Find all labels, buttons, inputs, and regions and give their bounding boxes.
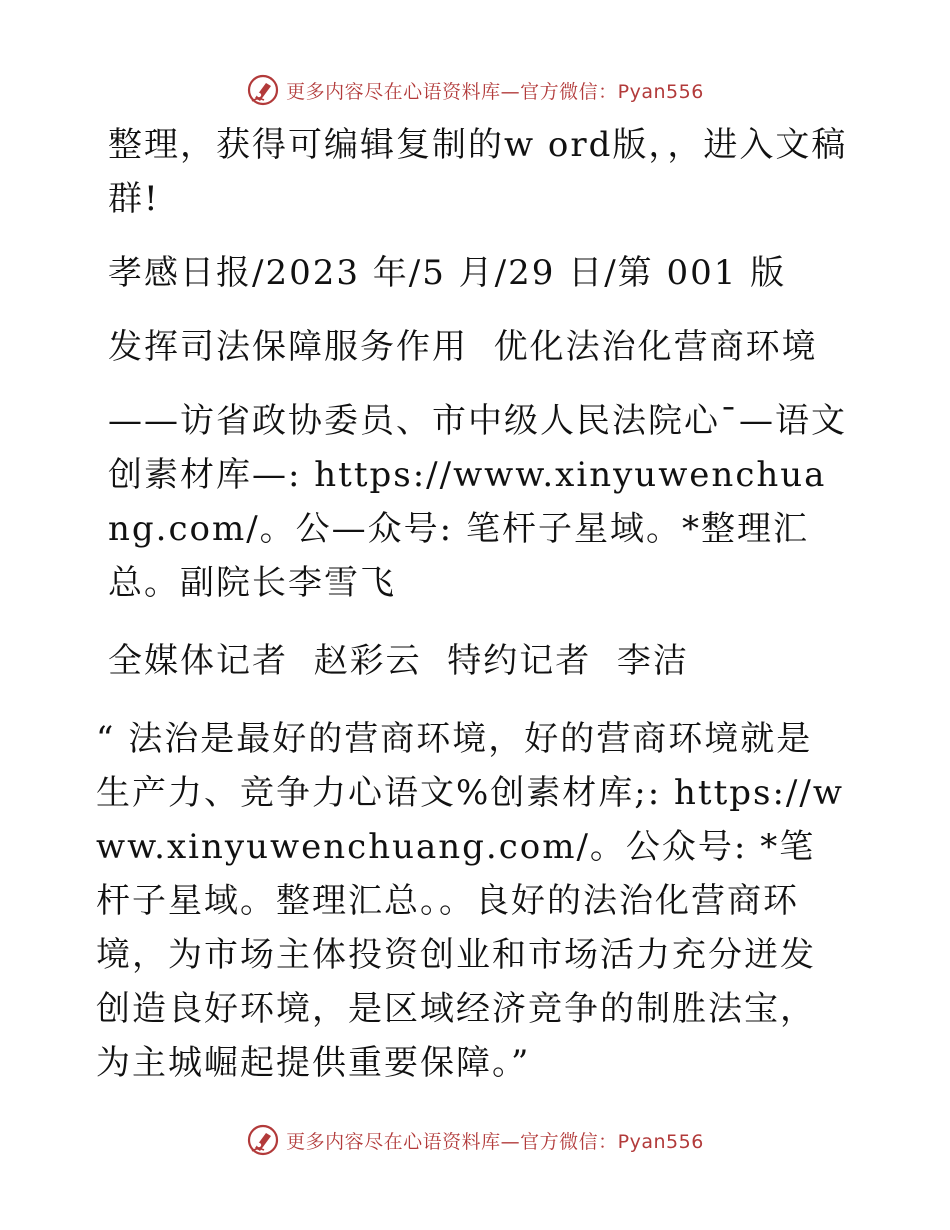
footer-watermark-banner: [0, 1120, 950, 1160]
header-watermark-banner: [0, 70, 950, 110]
byline: 全媒体记者 赵彩云 特约记者 李洁: [108, 641, 689, 681]
pen-nib-logo-icon: [246, 1123, 280, 1157]
article-subheadline: ——访省政协委员、市中级人民法院心¯—语文创素材库—: https://www.xinyuwenchuang.com/。公—众号: 笔杆子星域。*整理汇总。副院长李雪飞: [108, 401, 847, 603]
document-body: [96, 118, 848, 1090]
source-line: 孝感日报/2023 年/5 月/29 日/第 001 版: [108, 253, 787, 293]
watermark-text: 更多内容尽在心语资料库—官方微信：Pyan556: [286, 80, 704, 103]
body-paragraph: “ 法治是最好的营商环境，好的营商环境就是生产力、竞争力心语文%创素材库;: https://www.xinyuwenchuang.com/。公众号: *笔杆子星域。整理汇总。。良好的法治化营商环境，为市场主体投资创业和市场活力充分迸发创造良好环境，是区域经济竞争的制胜法宝，为主城崛起提供重要保障。”: [96, 719, 844, 1083]
intro-paragraph: 整理，获得可编辑复制的w ord版，，进入文稿群!: [108, 125, 848, 219]
article-headline: 发挥司法保障服务作用 优化法治化营商环境: [108, 327, 818, 367]
pen-nib-logo-icon: [246, 73, 280, 107]
watermark-text: 更多内容尽在心语资料库—官方微信：Pyan556: [286, 1130, 704, 1153]
